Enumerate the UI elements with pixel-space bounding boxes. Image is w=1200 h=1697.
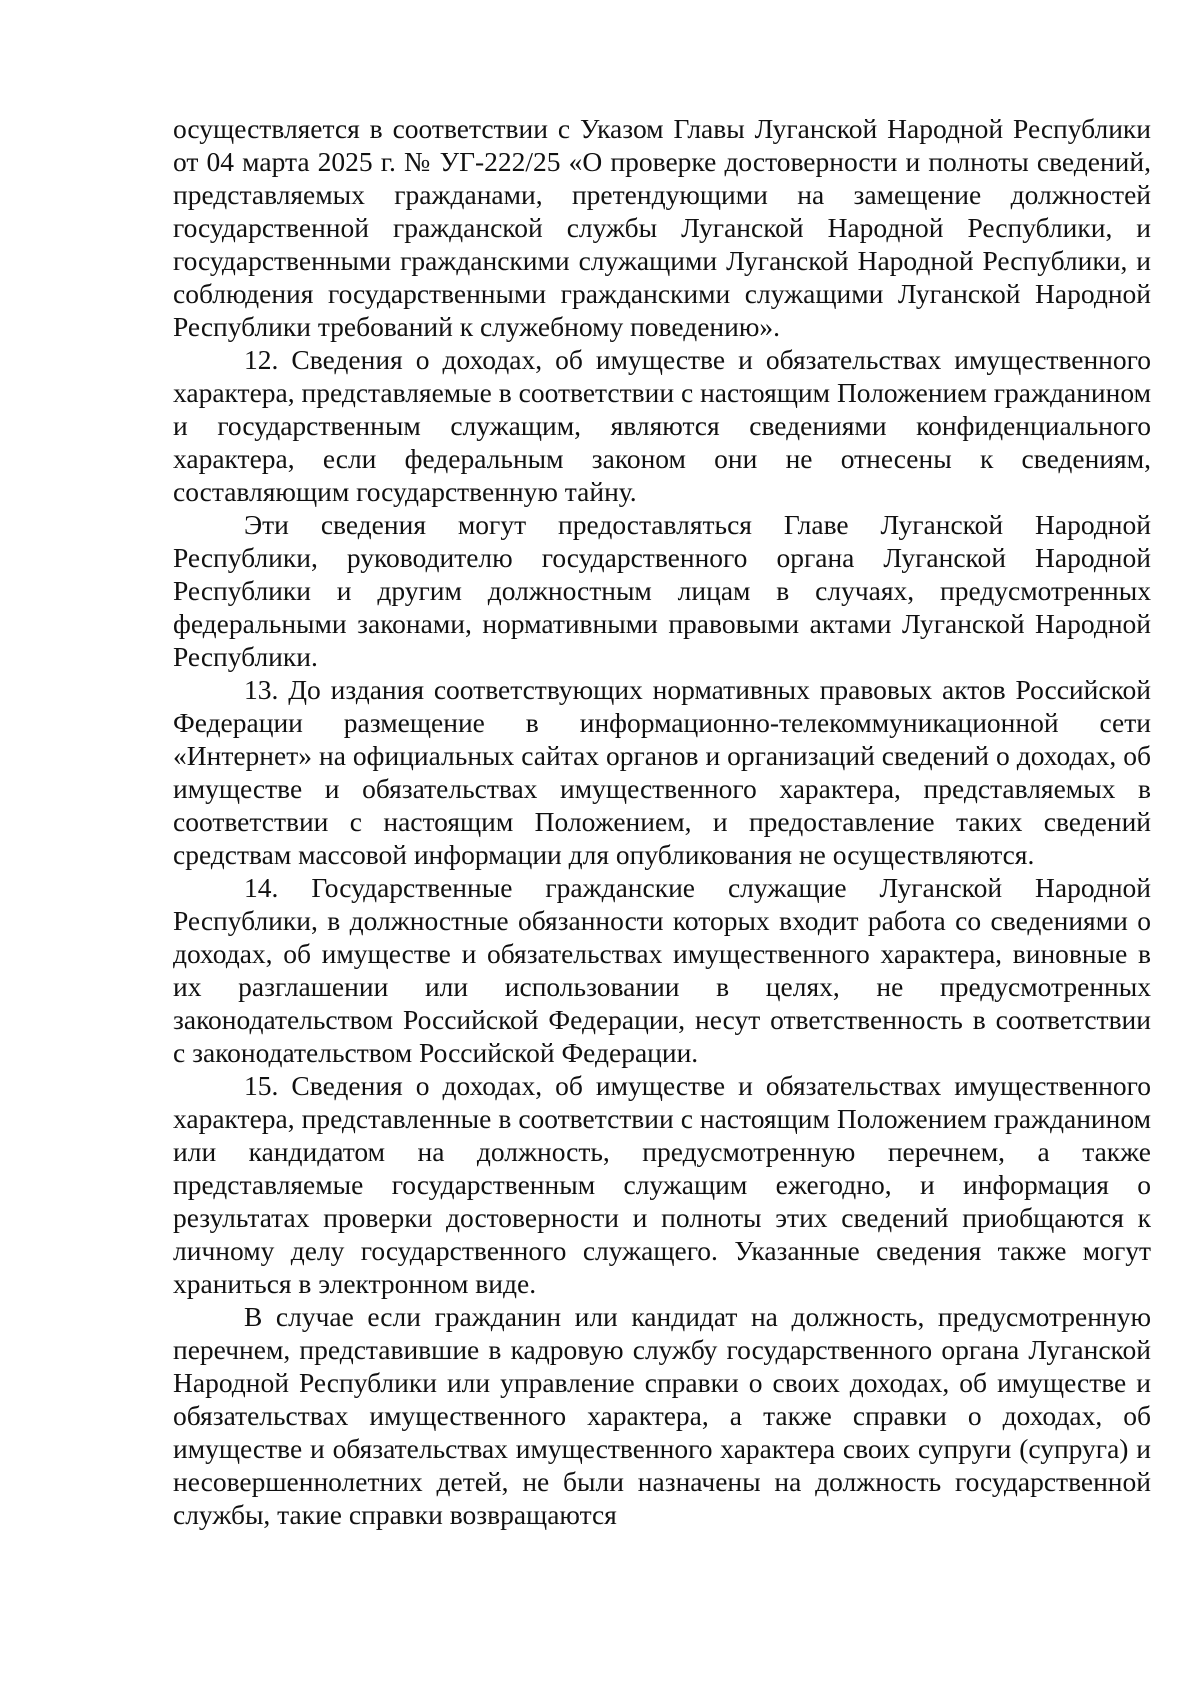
paragraph-14: 14. Государственные гражданские служащие Луганской Народной Республики, в должностные обязанности которых входит работа со сведениями о доходах, об имуществе и обязательствах имущественного характера, виновные в их разглашении или использовании в целях, не предусмотренных законодательством Российской Федерации, несут ответственность в соответствии с законодательством Российской Федерации. bbox=[173, 872, 1151, 1068]
paragraph-15-return: В случае если гражданин или кандидат на должность, предусмотренную перечнем, представившие в кадровую службу государственного органа Луганской Народной Республики или управление справки о своих доходах, об имуществе и обязательствах имущественного характера, а также справки о доходах, об имуществе и обязательствах имущественного характера своих супруги (супруга) и несовершеннолетних детей, не были назначены на должность государственной службы, такие справки возвращаются bbox=[173, 1301, 1151, 1530]
document-page bbox=[173, 112, 1151, 1531]
paragraph-continuation: осуществляется в соответствии с Указом Главы Луганской Народной Республики от 04 марта 2025 г. № УГ-222/25 «О проверке достоверности и полноты сведений, представляемых гражданами, претендующими на замещение должностей государственной гражданской службы Луганской Народной Республики, и государственными гражданскими служащими Луганской Народной Республики, и соблюдения государственными гражданскими служащими Луганской Народной Республики требований к служебному поведению». bbox=[173, 113, 1151, 342]
paragraph-13: 13. До издания соответствующих нормативных правовых актов Российской Федерации размещение в информационно-телекоммуникационной сети «Интернет» на официальных сайтах органов и организаций сведений о доходах, об имуществе и обязательствах имущественного характера, представляемых в соответствии с настоящим Положением, и предоставление таких сведений средствам массовой информации для опубликования не осуществляются. bbox=[173, 674, 1151, 870]
paragraph-12: 12. Сведения о доходах, об имуществе и обязательствах имущественного характера, представляемые в соответствии с настоящим Положением гражданином и государственным служащим, являются сведениями конфиденциального характера, если федеральным законом они не отнесены к сведениям, составляющим государственную тайну. bbox=[173, 344, 1151, 507]
paragraph-12-access: Эти сведения могут предоставляться Главе Луганской Народной Республики, руководителю государственного органа Луганской Народной Республики и другим должностным лицам в случаях, предусмотренных федеральными законами, нормативными правовыми актами Луганской Народной Республики. bbox=[173, 509, 1151, 672]
paragraph-15: 15. Сведения о доходах, об имуществе и обязательствах имущественного характера, представленные в соответствии с настоящим Положением гражданином или кандидатом на должность, предусмотренную перечнем, а также представляемые государственным служащим ежегодно, и информация о результатах проверки достоверности и полноты этих сведений приобщаются к личному делу государственного служащего. Указанные сведения также могут храниться в электронном виде. bbox=[173, 1070, 1151, 1299]
